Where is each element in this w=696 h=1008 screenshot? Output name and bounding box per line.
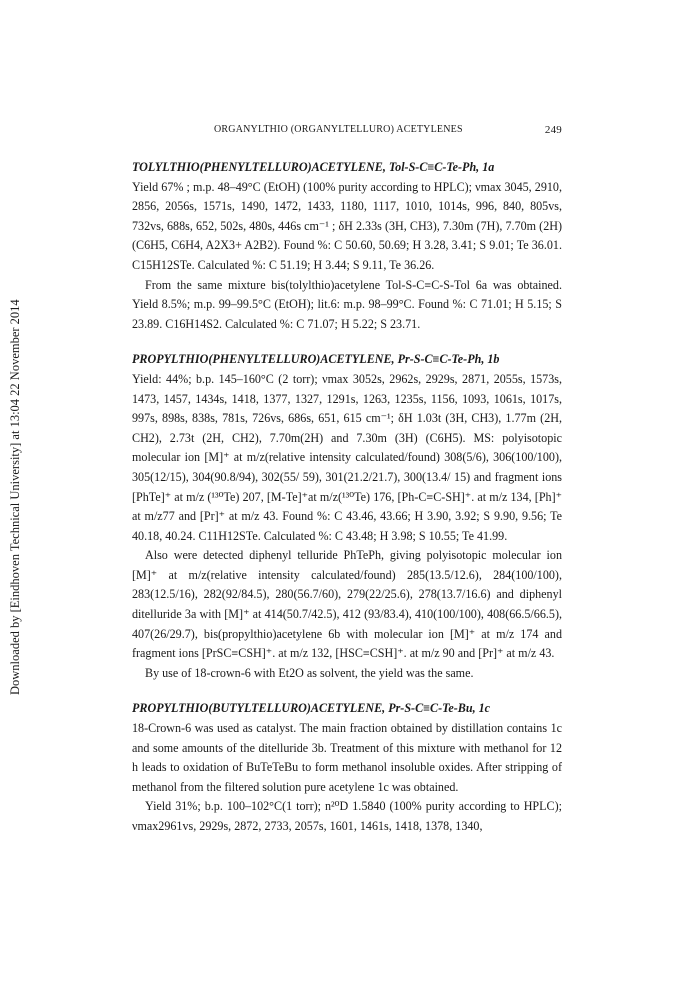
section-heading-1b: PROPYLTHIO(PHENYLTELLURO)ACETYLENE, Pr-S-C≡C-Te-Ph, 1b — [132, 352, 500, 367]
download-watermark: Downloaded by [Eindhoven Technical University] at 13:04 22 November 2014 — [8, 299, 22, 696]
running-title: ORGANYLTHIO (ORGANYLTELLURO) ACETYLENES — [214, 124, 463, 135]
article-body — [132, 158, 562, 837]
paragraph-1a-data: Yield 67% ; m.p. 48–49°C (EtOH) (100% purity according to HPLC); νmax 3045, 2910, 2856, 2056s, 1571s, 1490, 1472, 1433, 1180, 1117, 1010, 1014s, 996, 840, 805vs, 732vs, 688s, 652, 502s, 480s, 446s cm⁻¹ ; δH 2.33s (3H, CH3), 7.30m (7H), 7.70m (2H) (C6H5, C6H4, A2X3+ A2B2). Found %: C 50.60, 50.69; H 3.28, 3.41; S 9.01; Te 36.01. C15H12STe. Calculated %: C 51.19; H 3.44; S 9.11, Te 36.26. — [132, 179, 562, 272]
paragraph-1c-method: 18-Crown-6 was used as catalyst. The main fraction obtained by distillation contains 1c and some amounts of the ditelluride 3b. Treatment of this mixture with methanol for 12 h leads to oxidation of BuTeTeBu to form methanol insoluble oxides. After stripping of methanol from the filtered solution pure acetylene 1c was obtained. — [132, 721, 562, 794]
page-number: 249 — [544, 124, 562, 136]
paragraph-1b-byproducts: Also were detected diphenyl telluride PhTePh, giving polyisotopic molecular ion [M]⁺ at m/z(relative intensity calculated/found) 285(13.5/12.6), 284(100/100), 283(12.5/16), 282(92/84.5), 280(56.7/60), 279(22/25.6), 278(13.7/16.6) and diphenyl ditelluride 3a with [M]⁺ at 414(50.7/42.5), 412 (93/83.4), 410(100/100), 408(66.5/66.5), 407(26/29.7), bis(propylthio)acetylene 6b with molecular ion [M]⁺ at m/z 174 and fragment ions [PrSC≡CSH]⁺. at m/z 132, [HSC≡CSH]⁺. at m/z 90 and [Pr]⁺ at m/z 43. — [132, 548, 562, 661]
paragraph-1c-data: Yield 31%; b.p. 100–102°C(1 torr); n²⁰D 1.5840 (100% purity according to HPLC); νmax2961vs, 2929s, 2872, 2733, 2057s, 1601, 1461s, 1418, 1378, 1340, — [132, 799, 562, 833]
paragraph-1a-byproduct: From the same mixture bis(tolylthio)acetylene Tol-S-C≡C-S-Tol 6a was obtained. Yield 8.5%; m.p. 99–99.5°C (EtOH); lit.6: m.p. 98–99°C. Found %: C 71.01; H 5.15; S 23.89. C16H14S2. Calculated %: C 71.07; H 5.22; S 23.71. — [132, 277, 562, 331]
section-heading-1a: TOLYLTHIO(PHENYLTELLURO)ACETYLENE, Tol-S-C≡C-Te-Ph, 1a — [132, 160, 495, 174]
section-heading-1c: PROPYLTHIO(BUTYLTELLURO)ACETYLENE, Pr-S-C≡C-Te-Bu, 1c — [132, 701, 491, 716]
paragraph-1b-crown: By use of 18-crown-6 with Et2O as solvent, the yield was the same. — [145, 665, 474, 680]
paragraph-1b-data: Yield: 44%; b.p. 145–160°C (2 torr); νmax 3052s, 2962s, 2929s, 2871, 2055s, 1573s, 1473, 1457, 1434s, 1418, 1377, 1327, 1291s, 1263, 1235s, 1156, 1093, 1061s, 1017s, 997s, 898s, 838s, 781s, 726vs, 686s, 651, 615 cm⁻¹; δH 1.03t (3H, CH3), 1.77m (2H, CH2), 2.73t (2H, CH2), 7.70m(2H) and 7.30m (3H) (C6H5). MS: polyisotopic molecular ion [M]⁺ at m/z(relative intensity calculated/found) 308(5/6), 306(100/100), 305(12/15), 304(90.8/94), 302(55/ 59), 301(21.2/21.7), 300(13.4/ 15) and fragment ions [PhTe]⁺ at m/z (¹³⁰Te) 207, [M-Te]⁺at m/z(¹³⁰Te) 176, [Ph-C≡C-SH]⁺. at m/z 134, [Ph]⁺ at m/z77 and [Pr]⁺ at m/z 43. Found %: C 43.46, 43.66; H 3.90, 3.92; S 9.90, 9.56; Te 40.18, 40.24. C11H12STe. Calculated %: C 43.48; H 3.98; S 10.55; Te 41.99. — [132, 371, 562, 543]
running-header — [132, 124, 562, 140]
